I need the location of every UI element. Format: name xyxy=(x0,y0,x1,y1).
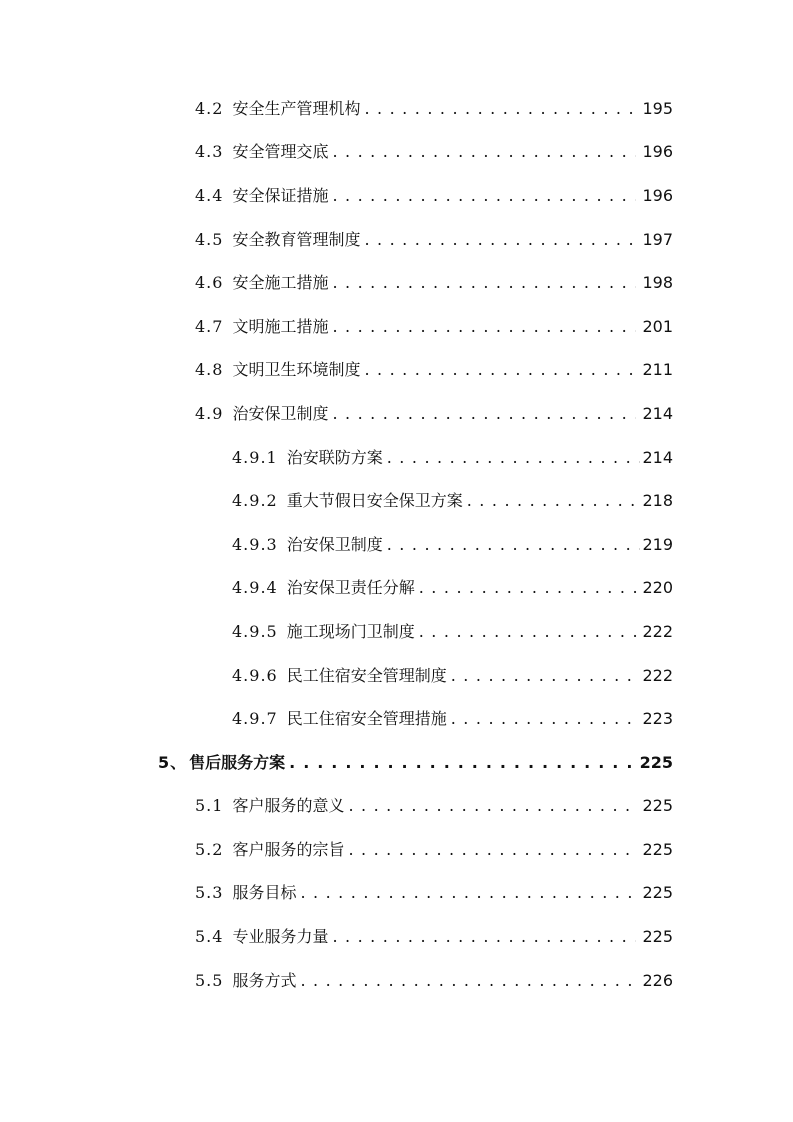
toc-entry-title: 服务方式 xyxy=(232,970,297,990)
toc-entry-title: 治安保卫责任分解 xyxy=(286,578,415,598)
toc-entry-4-9-7[interactable] xyxy=(0,697,673,741)
toc-entry-page: 211 xyxy=(642,360,673,380)
toc-entry-title: 服务目标 xyxy=(232,883,297,903)
toc-entry-5-3[interactable] xyxy=(0,872,673,916)
toc-entry-number: 4.5 xyxy=(195,229,224,249)
toc-entry-page: 197 xyxy=(642,229,673,249)
dot-leader xyxy=(364,360,636,380)
toc-entry-number: 4.9.2 xyxy=(232,491,278,511)
toc-entry-title: 文明卫生环境制度 xyxy=(232,360,361,380)
dot-leader xyxy=(419,578,641,598)
toc-entry-4-9-4[interactable] xyxy=(0,567,673,611)
dot-leader xyxy=(451,666,641,686)
toc-entry-number: 4.9 xyxy=(195,403,224,423)
dot-leader xyxy=(387,448,641,468)
toc-entry-title: 安全施工措施 xyxy=(232,273,329,293)
toc-entry-5-4[interactable] xyxy=(0,915,673,959)
toc-entry-number: 4.8 xyxy=(195,360,224,380)
toc-entry-title: 文明施工措施 xyxy=(232,316,329,336)
toc-entry-title: 治安保卫制度 xyxy=(232,403,329,423)
toc-entry-4-3[interactable] xyxy=(0,131,673,175)
toc-entry-4-6[interactable] xyxy=(0,261,673,305)
toc-entry-number: 5.1 xyxy=(195,796,224,816)
toc-entry-number: 4.7 xyxy=(195,316,224,336)
toc-entry-page: 225 xyxy=(642,927,673,947)
toc-entry-number: 4.9.6 xyxy=(232,665,278,685)
toc-entry-title: 民工住宿安全管理制度 xyxy=(286,665,447,685)
toc-entry-5-2[interactable] xyxy=(0,828,673,872)
toc-entry-title: 售后服务方案 xyxy=(189,752,286,772)
dot-leader xyxy=(300,883,636,903)
toc-entry-title: 专业服务力量 xyxy=(232,927,329,947)
toc-entry-page: 201 xyxy=(642,316,673,336)
toc-entry-page: 219 xyxy=(642,534,673,554)
toc-entry-number: 4.2 xyxy=(195,98,224,118)
dot-leader xyxy=(387,535,641,555)
toc-entry-4-5[interactable] xyxy=(0,218,673,262)
toc-entry-page: 225 xyxy=(642,839,673,859)
toc-entry-number: 4.3 xyxy=(195,142,224,162)
toc-entry-number: 4.9.3 xyxy=(232,534,278,554)
toc-entry-page: 226 xyxy=(642,970,673,990)
toc-entry-number: 4.9.5 xyxy=(232,621,278,641)
toc-entry-title: 重大节假日安全保卫方案 xyxy=(286,491,463,511)
toc-entry-page: 225 xyxy=(642,796,673,816)
toc-entry-page: 223 xyxy=(642,709,673,729)
toc-entry-page: 195 xyxy=(642,98,673,118)
toc-entry-5-5[interactable] xyxy=(0,959,673,1003)
toc-entry-title: 客户服务的意义 xyxy=(232,796,345,816)
toc-entry-number: 4.4 xyxy=(195,185,224,205)
dot-leader xyxy=(451,709,641,729)
dot-leader xyxy=(348,840,636,860)
dot-leader xyxy=(332,404,636,424)
toc-entry-page: 218 xyxy=(642,491,673,511)
toc-entry-number: 4.9.1 xyxy=(232,447,278,467)
toc-entry-4-2[interactable] xyxy=(0,87,673,131)
dot-leader xyxy=(419,622,641,642)
toc-entry-page: 220 xyxy=(642,578,673,598)
toc-entry-4-9-6[interactable] xyxy=(0,654,673,698)
dot-leader xyxy=(300,971,636,991)
toc-entry-4-8[interactable] xyxy=(0,349,673,393)
dot-leader xyxy=(364,230,636,250)
toc-entry-title: 施工现场门卫制度 xyxy=(286,621,415,641)
toc-entry-title: 安全生产管理机构 xyxy=(232,98,361,118)
toc-entry-number: 4.9.7 xyxy=(232,709,278,729)
toc-entry-4-4[interactable] xyxy=(0,174,673,218)
toc-entry-title: 安全管理交底 xyxy=(232,142,329,162)
toc-entry-number: 4.6 xyxy=(195,273,224,293)
toc-entry-number: 5.5 xyxy=(195,970,224,990)
toc-entry-page: 196 xyxy=(642,185,673,205)
toc-entry-number: 5、 xyxy=(158,752,188,772)
toc-entry-page: 196 xyxy=(642,142,673,162)
toc-entry-title: 治安联防方案 xyxy=(286,447,383,467)
toc-entry-number: 5.4 xyxy=(195,927,224,947)
toc-entry-page: 225 xyxy=(642,883,673,903)
toc-entry-number: 4.9.4 xyxy=(232,578,278,598)
toc-entry-title: 安全保证措施 xyxy=(232,185,329,205)
toc-entry-page: 198 xyxy=(642,273,673,293)
toc-entry-5-1[interactable] xyxy=(0,785,673,829)
toc-entry-title: 治安保卫制度 xyxy=(286,534,383,554)
toc-entry-page: 225 xyxy=(639,752,673,772)
toc-entry-title: 客户服务的宗旨 xyxy=(232,839,345,859)
dot-leader xyxy=(364,99,636,119)
dot-leader xyxy=(332,186,636,206)
toc-entry-4-9-1[interactable] xyxy=(0,436,673,480)
table-of-contents xyxy=(0,87,793,1002)
toc-entry-4-9-5[interactable] xyxy=(0,610,673,654)
toc-entry-4-9-2[interactable] xyxy=(0,479,673,523)
toc-entry-5[interactable] xyxy=(0,741,673,785)
toc-entry-title: 安全教育管理制度 xyxy=(232,229,361,249)
toc-entry-page: 214 xyxy=(642,403,673,423)
toc-entry-4-9-3[interactable] xyxy=(0,523,673,567)
toc-entry-page: 222 xyxy=(642,621,673,641)
toc-entry-page: 222 xyxy=(642,665,673,685)
dot-leader xyxy=(332,273,636,293)
toc-entry-page: 214 xyxy=(642,447,673,467)
toc-entry-4-7[interactable] xyxy=(0,305,673,349)
toc-entry-number: 5.3 xyxy=(195,883,224,903)
dot-leader xyxy=(332,142,636,162)
dot-leader xyxy=(467,491,641,511)
dot-leader xyxy=(348,796,636,816)
toc-entry-title: 民工住宿安全管理措施 xyxy=(286,709,447,729)
dot-leader xyxy=(332,317,636,337)
dot-leader xyxy=(332,927,636,947)
toc-entry-number: 5.2 xyxy=(195,839,224,859)
dot-leader xyxy=(289,753,633,773)
toc-entry-4-9[interactable] xyxy=(0,392,673,436)
